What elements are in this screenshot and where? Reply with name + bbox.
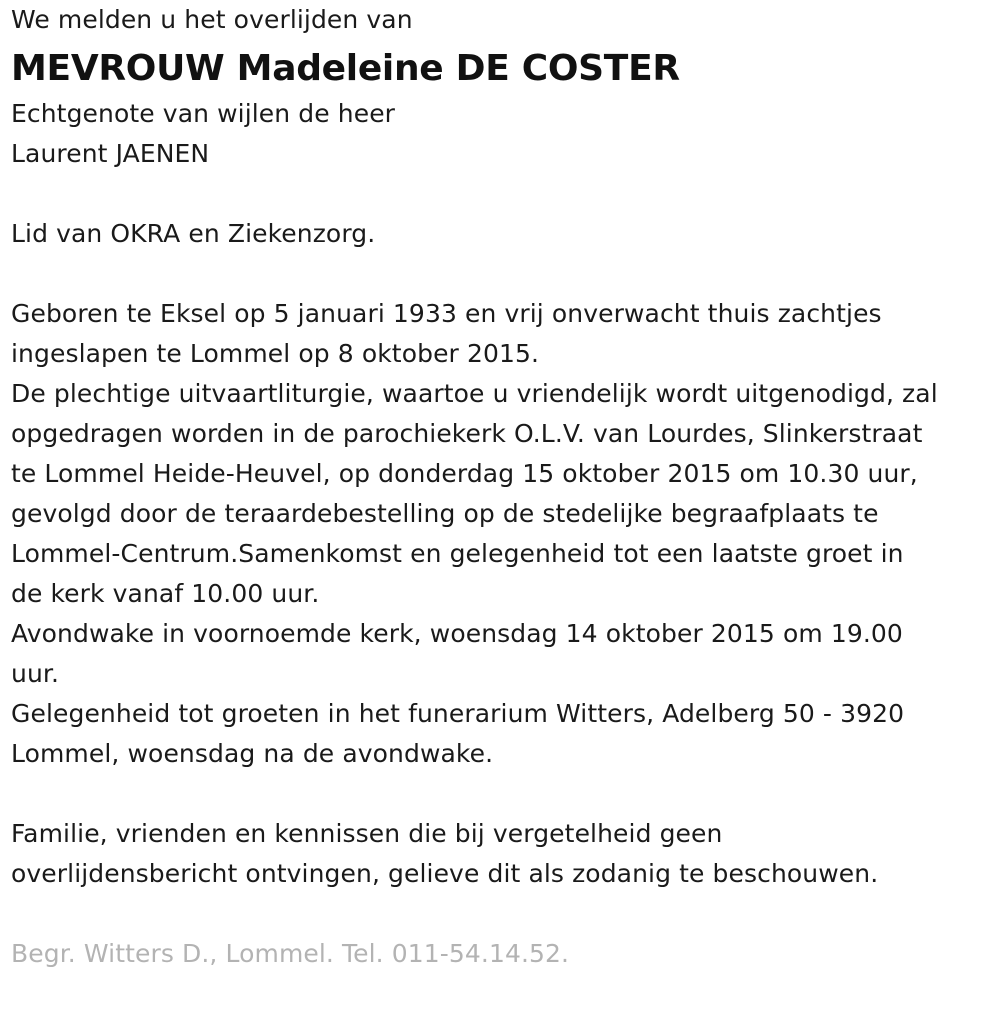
closing-line: Familie, vrienden en kennissen die bij vergetelheid geen xyxy=(11,819,723,848)
details-block xyxy=(11,294,996,774)
details-line: Lommel, woensdag na de avondwake. xyxy=(11,739,494,768)
details-line: Lommel-Centrum.Samenkomst en gelegenheid tot een laatste groet in xyxy=(11,539,904,568)
intro-text: We melden u het overlijden van xyxy=(11,5,413,34)
spouse-name: Laurent JAENEN xyxy=(11,139,210,168)
details-line: opgedragen worden in de parochiekerk O.L.V. van Lourdes, Slinkerstraat xyxy=(11,419,923,448)
closing-line: overlijdensbericht ontvingen, gelieve dit als zodanig te beschouwen. xyxy=(11,859,879,888)
spacer xyxy=(11,174,996,214)
obituary-notice xyxy=(11,0,996,974)
details-line: gevolgd door de teraardebestelling op de stedelijke begraafplaats te xyxy=(11,499,879,528)
details-line: te Lommel Heide-Heuvel, op donderdag 15 oktober 2015 om 10.30 uur, xyxy=(11,459,918,488)
membership-text: Lid van OKRA en Ziekenzorg. xyxy=(11,219,376,248)
details-line: Geboren te Eksel op 5 januari 1933 en vrij onverwacht thuis zachtjes xyxy=(11,299,882,328)
closing-block xyxy=(11,814,996,894)
undertaker-footer: Begr. Witters D., Lommel. Tel. 011-54.14.52. xyxy=(11,939,570,968)
spacer xyxy=(11,774,996,814)
details-line: Gelegenheid tot groeten in het funerarium Witters, Adelberg 50 - 3920 xyxy=(11,699,905,728)
details-line: uur. xyxy=(11,659,60,688)
details-line: Avondwake in voornoemde kerk, woensdag 14 oktober 2015 om 19.00 xyxy=(11,619,903,648)
spouse-line: Echtgenote van wijlen de heer xyxy=(11,99,396,128)
spacer xyxy=(11,254,996,294)
details-line: ingeslapen te Lommel op 8 oktober 2015. xyxy=(11,339,540,368)
details-line: de kerk vanaf 10.00 uur. xyxy=(11,579,320,608)
deceased-name: MEVROUW Madeleine DE COSTER xyxy=(11,48,680,89)
details-line: De plechtige uitvaartliturgie, waartoe u vriendelijk wordt uitgenodigd, zal xyxy=(11,379,938,408)
spacer xyxy=(11,894,996,934)
